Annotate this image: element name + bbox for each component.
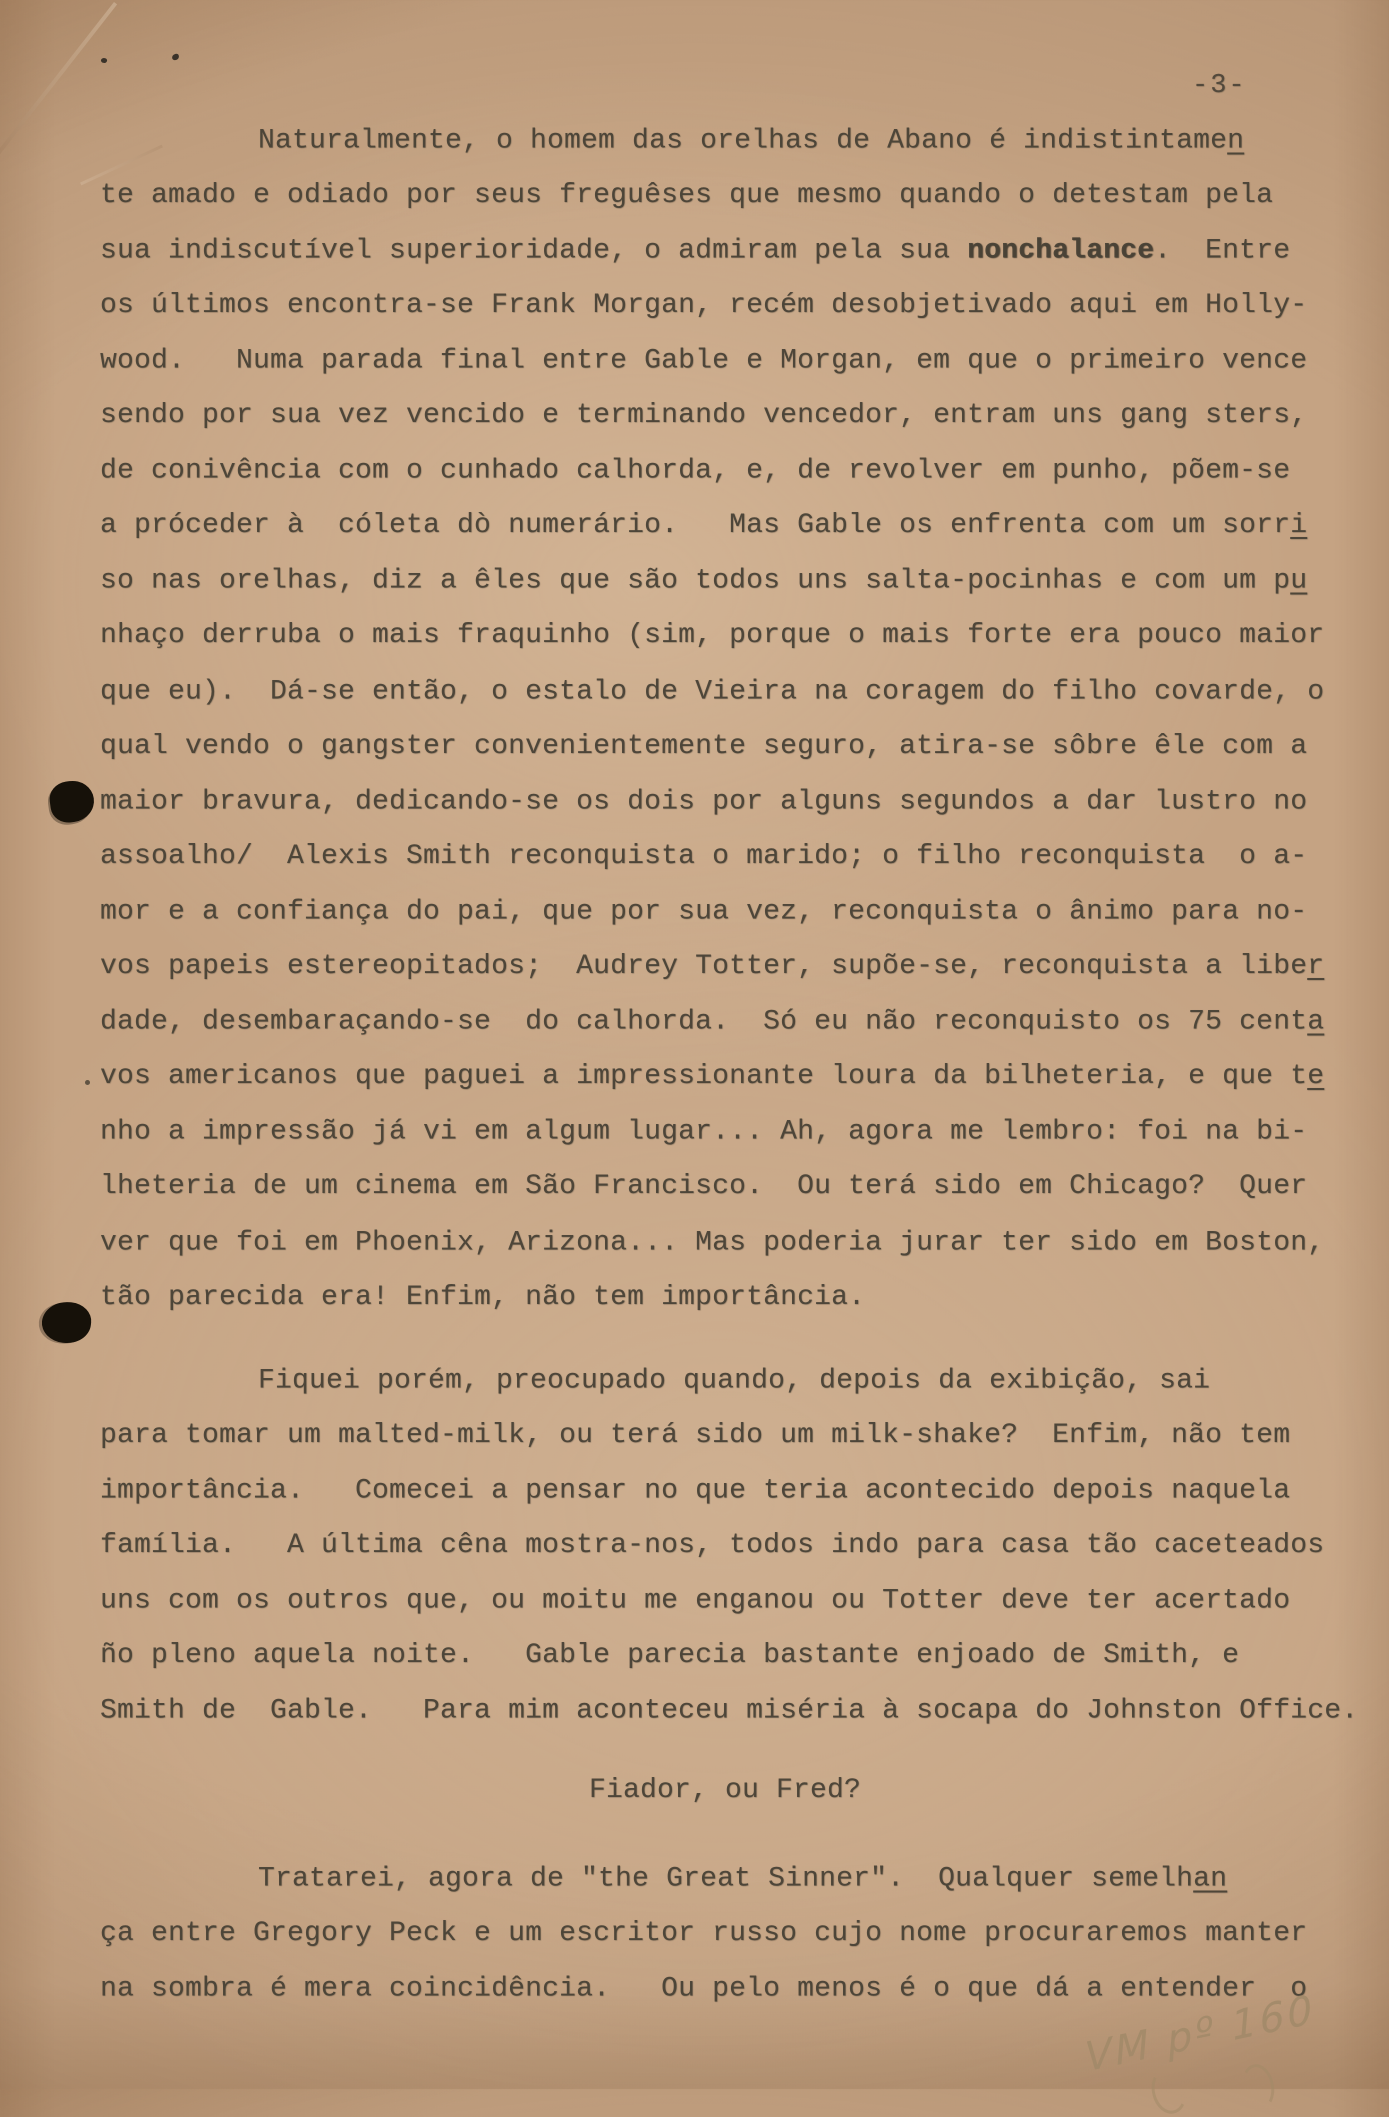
text-segment: an (1193, 1863, 1228, 1894)
text-segment: maior bravura, dedicando-se os dois por alguns segundos a dar lustro no (100, 786, 1308, 818)
handwritten-stroke (1147, 2065, 1191, 2117)
text-line (100, 388, 1350, 443)
text-segment: Naturalmente, o homem das orelhas de Abano é indistintame (258, 125, 1228, 156)
text-line (100, 719, 1350, 774)
text-segment: n (1227, 125, 1245, 156)
text-line (100, 1628, 1350, 1683)
text-segment: so nas orelhas, diz a êles que são todos uns salta-pocinhas e com um p (100, 565, 1291, 597)
stray-ink-dot (85, 1080, 90, 1085)
text-line (100, 333, 1350, 388)
text-segment: te amado e odiado por seus freguêses que mesmo quando o detestam pela (100, 179, 1274, 211)
text-line (100, 1906, 1350, 1961)
text-segment: vos americanos que paguei a impressionante loura da bilheteria, e que t (100, 1061, 1308, 1093)
text-segment: i (1290, 510, 1308, 542)
text-line (100, 608, 1350, 663)
text-line (100, 223, 1350, 278)
text-line (100, 1215, 1350, 1270)
text-segment: na sombra é mera coincidência. Ou pelo menos é o que dá a entender o (100, 1973, 1308, 2005)
text-line (100, 1049, 1350, 1104)
text-segment: sendo por sua vez vencido e terminando vencedor, entram uns gang sters, (100, 400, 1308, 431)
text-line (100, 829, 1350, 884)
ink-blot (47, 778, 96, 825)
text-segment: vos papeis estereopitados; Audrey Totter, supõe-se, reconquista a libe (100, 951, 1308, 982)
ink-speck (100, 57, 107, 64)
text-segment: uns com os outros que, ou moitu me enganou ou Totter deve ter acertado (100, 1585, 1291, 1617)
text-segment: Fiquei porém, preocupado quando, depois da exibição, sai (258, 1365, 1211, 1397)
text-line (100, 1684, 1359, 1739)
text-segment: qual vendo o gangster convenientemente seguro, atira-se sôbre êle com a (100, 730, 1308, 762)
text-segment: . Entre (1154, 235, 1291, 267)
text-segment: tão parecida era! Enfim, não tem importância. (100, 1281, 866, 1313)
text-segment: que eu). Dá-se então, o estalo de Vieira na coragem do filho covarde, o (100, 676, 1325, 707)
text-segment: nho a impressão já vi em algum lugar... Ah, agora me lembro: foi na bi- (100, 1116, 1308, 1148)
text-line (100, 939, 1350, 994)
text-segment: ça entre Gregory Peck e um escritor russo cujo nome procuraremos manter (100, 1917, 1308, 1949)
text-line (100, 1353, 1350, 1408)
text-line (100, 995, 1350, 1050)
text-segment: dade, desembaraçando-se do calhorda. Só eu não reconquisto os 75 cent (100, 1006, 1308, 1038)
text-segment: e (1307, 1061, 1325, 1093)
text-line (100, 1574, 1350, 1629)
text-segment: a (1307, 1006, 1325, 1038)
text-segment: Tratarei, agora de "the Great Sinner". Qualquer semelh (258, 1863, 1194, 1894)
text-segment: nonchalance (967, 235, 1155, 267)
text-segment: família. A última cêna mostra-nos, todos indo para casa tão caceteados (100, 1530, 1325, 1561)
text-segment: assoalho/ Alexis Smith reconquista o marido; o filho reconquista o a- (100, 840, 1308, 872)
text-segment: importância. Comecei a pensar no que teria acontecido depois naquela (100, 1475, 1291, 1507)
section-heading (100, 1763, 1350, 1818)
text-segment: Fiador, ou Fred? (588, 1775, 862, 1807)
text-line (100, 1105, 1350, 1160)
text-segment: ver que foi em Phoenix, Arizona... Mas poderia jurar ter sido em Boston, (100, 1227, 1325, 1258)
text-line (100, 1159, 1350, 1214)
handwritten-stroke (1238, 2062, 1278, 2113)
text-segment: mor e a confiança do pai, que por sua vez, reconquista o ânimo para no- (100, 896, 1308, 928)
text-segment: os últimos encontra-se Frank Morgan, recém desobjetivado aqui em Holly- (100, 289, 1308, 321)
text-segment: sua indiscutível superioridade, o admiram pela sua (100, 235, 968, 267)
text-line (100, 278, 1350, 333)
text-segment: a próceder à cóleta dò numerário. Mas Gable os enfrenta com um sorr (100, 510, 1291, 542)
text-segment: lheteria de um cinema em São Francisco. Ou terá sido em Chicago? Quer (100, 1171, 1308, 1203)
text-line (100, 1518, 1350, 1573)
text-segment: nhaço derruba o mais fraquinho (sim, porque o mais forte era pouco maior (100, 620, 1325, 652)
text-line (100, 1961, 1350, 2016)
text-segment: u (1290, 565, 1308, 597)
text-segment: wood. Numa parada final entre Gable e Morgan, em que o primeiro vence (100, 345, 1308, 377)
text-segment: para tomar um malted-milk, ou terá sido um milk-shake? Enfim, não tem (100, 1419, 1291, 1451)
text-line (100, 1408, 1350, 1463)
page-number: -3- (1192, 71, 1247, 101)
text-segment: de conivência com o cunhado calhorda, e, de revolver em punho, põem-se (100, 455, 1291, 487)
ink-blot (40, 1300, 93, 1346)
text-line (100, 498, 1350, 553)
text-line (100, 774, 1350, 829)
text-line (100, 444, 1350, 499)
text-line (100, 113, 1350, 168)
text-line (100, 664, 1350, 719)
text-segment: Smith de Gable. Para mim aconteceu miséria à socapa do Johnston Office. (100, 1695, 1359, 1727)
text-line (100, 554, 1350, 609)
text-segment: r (1307, 951, 1325, 982)
handwritten-note: VM pº 160 (1083, 1986, 1318, 2082)
ink-speck (171, 53, 179, 61)
text-line (100, 168, 1350, 223)
text-line (100, 1851, 1350, 1906)
text-line (100, 1463, 1350, 1518)
text-line (100, 884, 1350, 939)
text-segment: ño pleno aquela noite. Gable parecia bastante enjoado de Smith, e (100, 1640, 1240, 1672)
text-line (100, 1270, 1350, 1325)
